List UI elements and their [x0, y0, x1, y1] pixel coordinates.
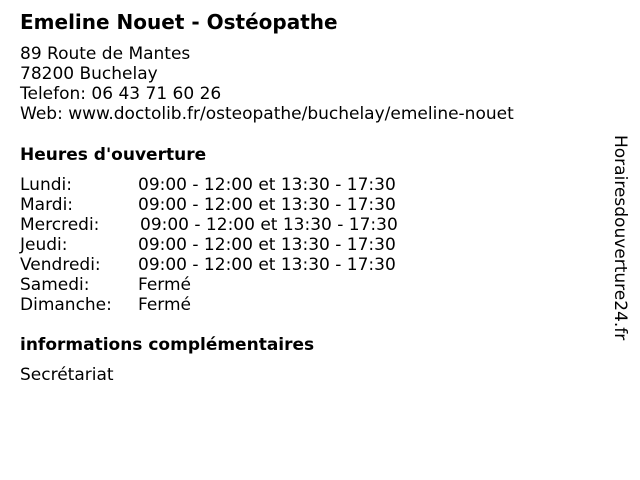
hours-time: 09:00 - 12:00 et 13:30 - 17:30	[138, 175, 396, 195]
hours-day: Vendredi:	[20, 255, 101, 275]
watermark-text: Horairesdouverture24.fr	[610, 135, 630, 341]
hours-time: 09:00 - 12:00 et 13:30 - 17:30	[138, 235, 396, 255]
phone-number: Telefon: 06 43 71 60 26	[20, 84, 222, 104]
hours-time: 09:00 - 12:00 et 13:30 - 17:30	[138, 195, 396, 215]
hours-day: Mercredi:	[20, 215, 100, 235]
hours-time: 09:00 - 12:00 et 13:30 - 17:30	[138, 255, 396, 275]
hours-time: 09:00 - 12:00 et 13:30 - 17:30	[140, 215, 398, 235]
page-title: Emeline Nouet - Ostéopathe	[20, 10, 338, 34]
hours-heading: Heures d'ouverture	[20, 145, 207, 165]
address-street: 89 Route de Mantes	[20, 44, 191, 64]
hours-day: Jeudi:	[20, 235, 68, 255]
address-block	[20, 44, 514, 124]
hours-day: Mardi:	[20, 195, 74, 215]
hours-time: Fermé	[138, 275, 192, 295]
hours-day: Dimanche:	[20, 295, 112, 315]
website-line: Web: www.doctolib.fr/osteopathe/buchelay/emeline-nouet	[20, 104, 514, 124]
hours-day: Samedi:	[20, 275, 90, 295]
info-text: Secrétariat	[20, 365, 114, 385]
info-heading: informations complémentaires	[20, 335, 315, 355]
hours-day: Lundi:	[20, 175, 72, 195]
hours-time: Fermé	[138, 295, 192, 315]
address-city: 78200 Buchelay	[20, 64, 158, 84]
